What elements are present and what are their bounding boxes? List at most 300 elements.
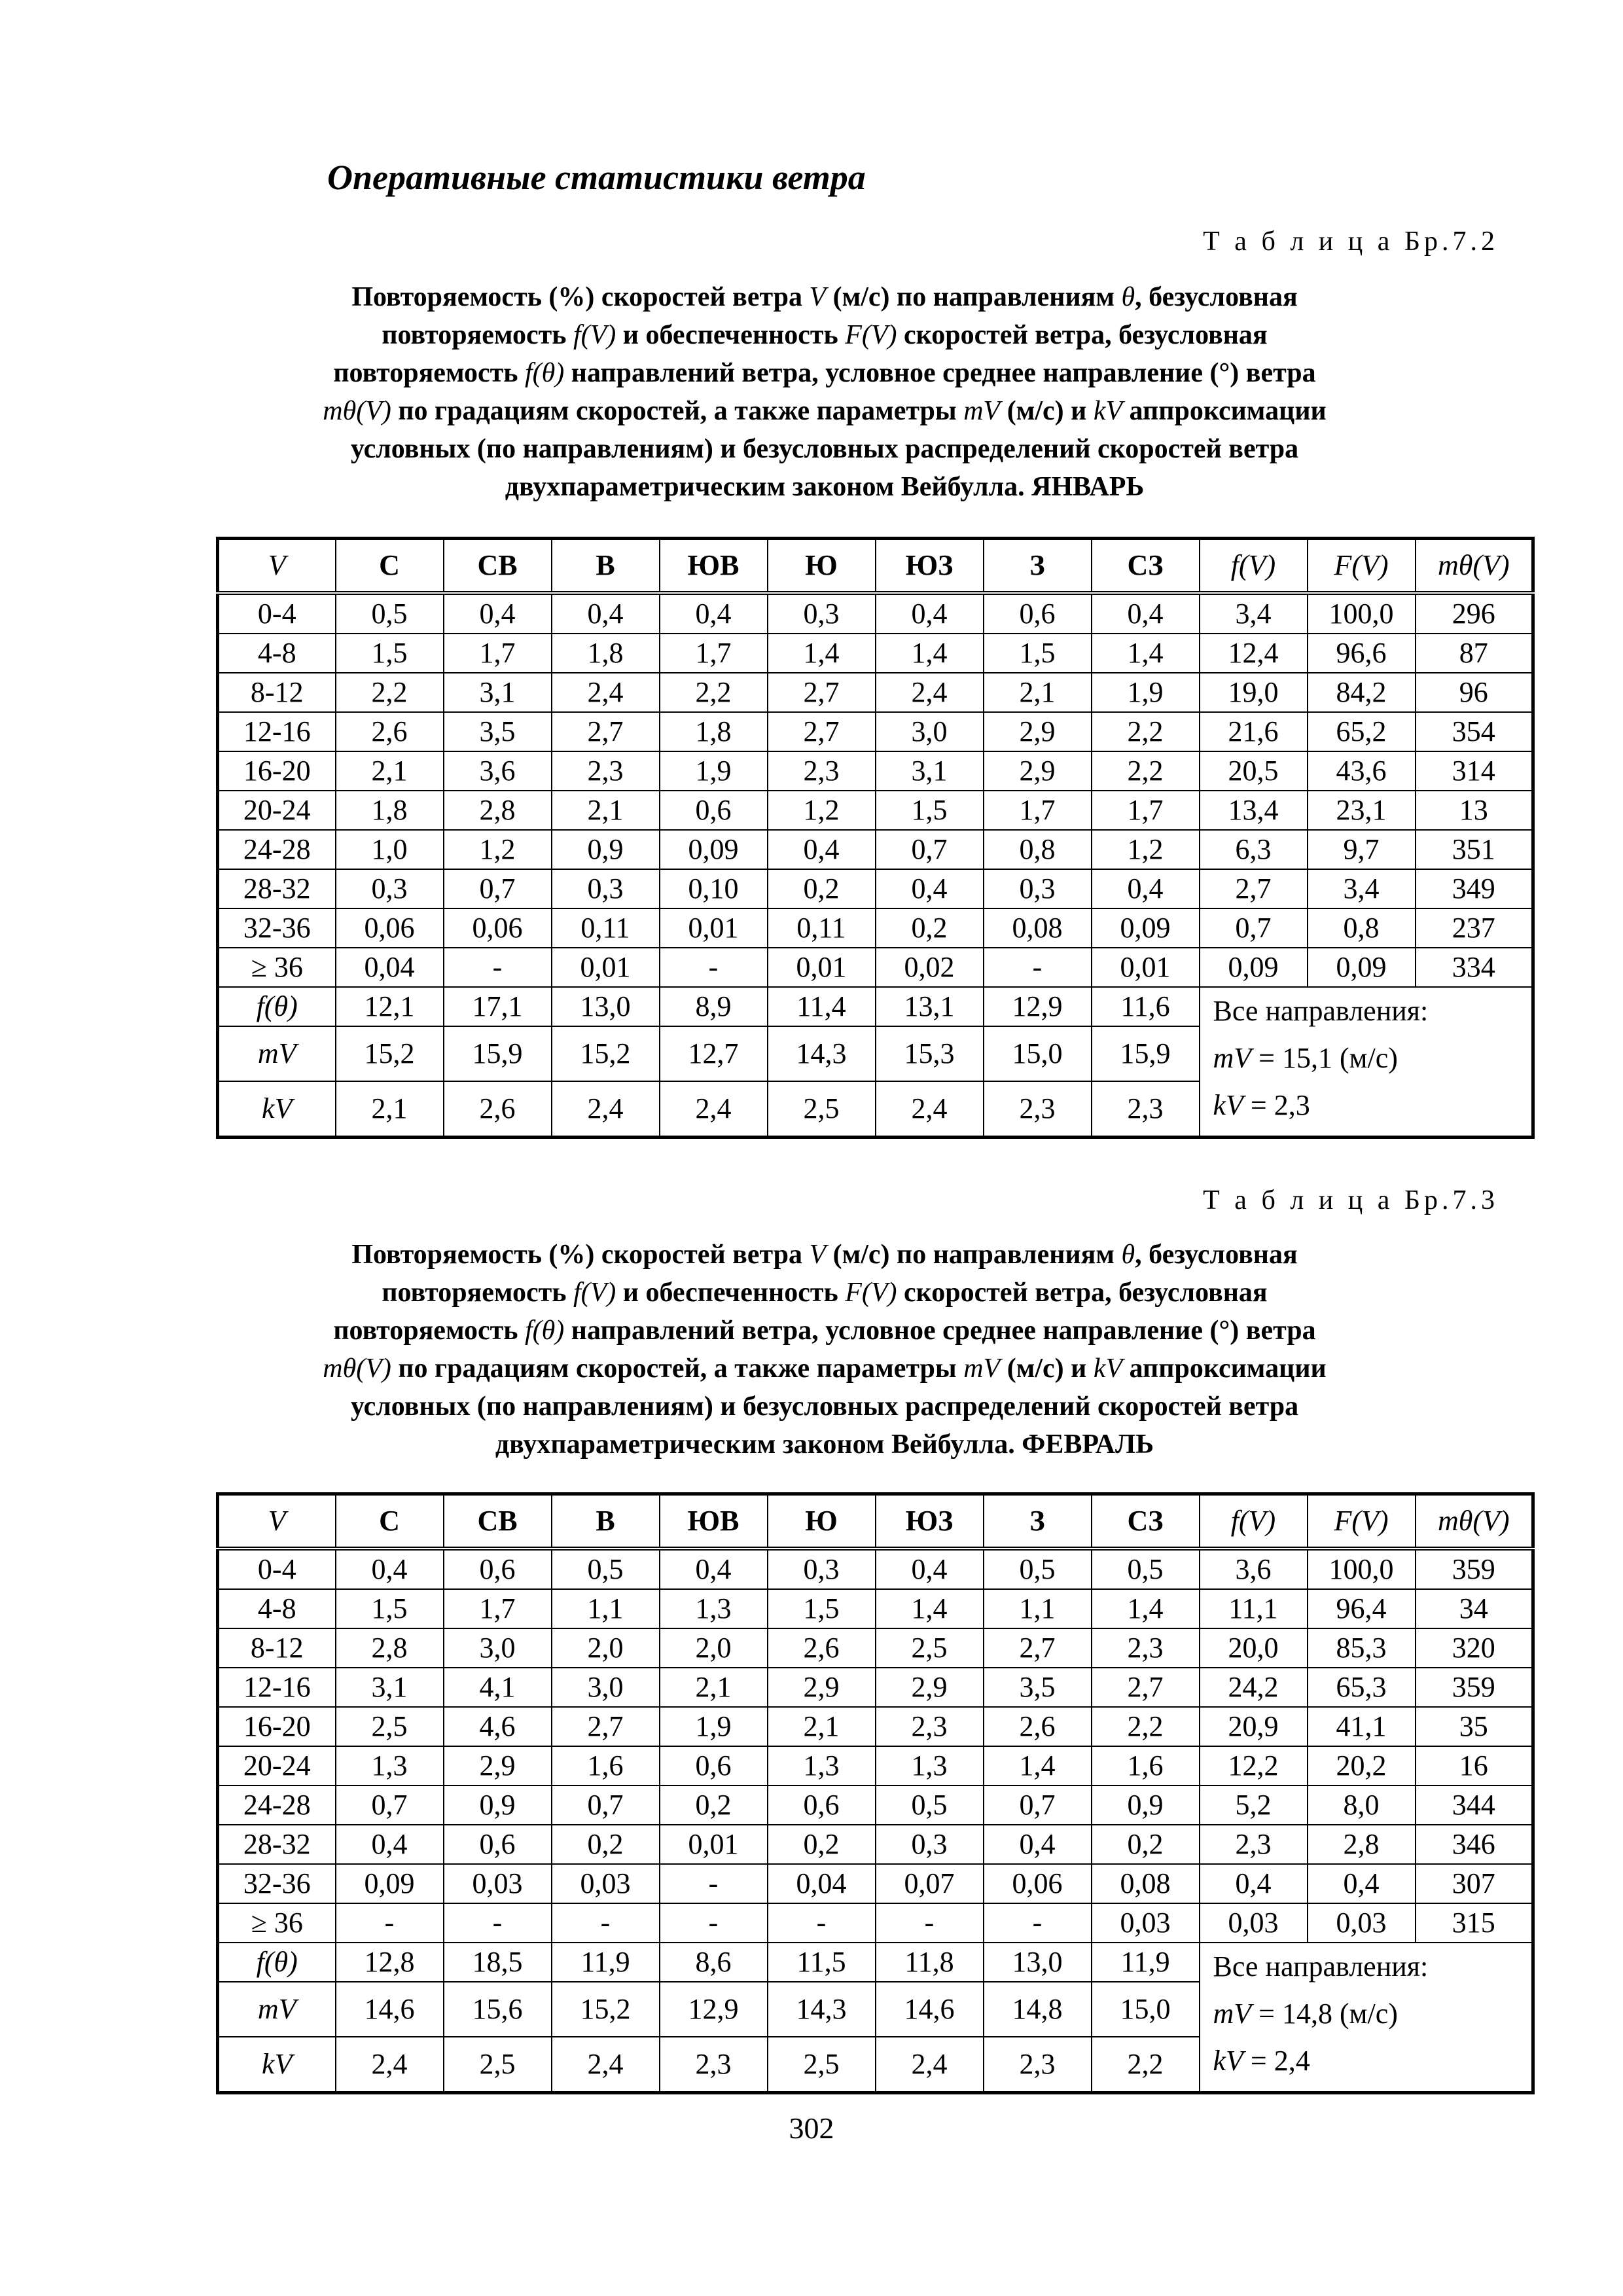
value-cell: 1,1 bbox=[984, 1589, 1092, 1628]
value-cell: 20,5 bbox=[1200, 751, 1308, 791]
value-cell: 1,4 bbox=[768, 634, 876, 673]
value-cell: 334 bbox=[1416, 948, 1533, 987]
table-row bbox=[218, 673, 1533, 712]
value-cell: 11,1 bbox=[1200, 1589, 1308, 1628]
value-cell: 0,11 bbox=[768, 908, 876, 948]
value-cell: 2,7 bbox=[768, 673, 876, 712]
value-cell: 0,7 bbox=[336, 1785, 444, 1825]
value-cell: 349 bbox=[1416, 869, 1533, 908]
all-directions-kv: kV = 2,3 bbox=[1213, 1089, 1310, 1121]
value-cell: 0,02 bbox=[876, 948, 984, 987]
speed-range-cell: 12-16 bbox=[218, 712, 336, 751]
parameter-label: kV bbox=[218, 1081, 336, 1138]
parameter-value: 11,9 bbox=[552, 1943, 660, 1982]
value-cell: 65,3 bbox=[1308, 1668, 1416, 1707]
value-cell: 0,03 bbox=[552, 1864, 660, 1903]
value-cell: 0,8 bbox=[984, 830, 1092, 869]
column-header: СВ bbox=[444, 1494, 552, 1549]
speed-range-cell: 0-4 bbox=[218, 1549, 336, 1589]
table-label: Т а б л и ц а Бр.7.3 bbox=[1203, 1185, 1499, 1215]
parameter-value: 8,9 bbox=[660, 987, 768, 1026]
value-cell: 1,4 bbox=[984, 1746, 1092, 1785]
value-cell: 0,6 bbox=[660, 791, 768, 830]
value-cell: 0,06 bbox=[984, 1864, 1092, 1903]
value-cell: 0,09 bbox=[336, 1864, 444, 1903]
value-cell: 3,6 bbox=[444, 751, 552, 791]
value-cell: 2,6 bbox=[768, 1628, 876, 1668]
value-cell: 13 bbox=[1416, 791, 1533, 830]
value-cell: 5,2 bbox=[1200, 1785, 1308, 1825]
table-row bbox=[218, 869, 1533, 908]
parameter-value: 2,4 bbox=[876, 1081, 984, 1138]
value-cell: 2,5 bbox=[336, 1707, 444, 1746]
value-cell: 0,5 bbox=[552, 1549, 660, 1589]
value-cell: 2,2 bbox=[1092, 1707, 1200, 1746]
value-cell: 0,3 bbox=[336, 869, 444, 908]
value-cell: 0,7 bbox=[1200, 908, 1308, 948]
value-cell: 2,8 bbox=[1308, 1825, 1416, 1864]
value-cell: 1,9 bbox=[660, 1707, 768, 1746]
value-cell: 2,7 bbox=[1092, 1668, 1200, 1707]
value-cell: 0,6 bbox=[984, 593, 1092, 634]
parameter-value: 2,5 bbox=[768, 2037, 876, 2093]
parameter-value: 13,1 bbox=[876, 987, 984, 1026]
column-header: С bbox=[336, 1494, 444, 1549]
parameter-value: 18,5 bbox=[444, 1943, 552, 1982]
value-cell: 1,7 bbox=[444, 1589, 552, 1628]
parameter-value: 11,8 bbox=[876, 1943, 984, 1982]
value-cell: 0,2 bbox=[1092, 1825, 1200, 1864]
column-header: f(V) bbox=[1200, 1494, 1308, 1549]
parameter-value: 8,6 bbox=[660, 1943, 768, 1982]
table-row bbox=[218, 1668, 1533, 1707]
value-cell: 0,4 bbox=[660, 1549, 768, 1589]
value-cell: 0,4 bbox=[984, 1825, 1092, 1864]
value-cell: 13,4 bbox=[1200, 791, 1308, 830]
value-cell: 0,6 bbox=[444, 1825, 552, 1864]
parameter-value: 15,0 bbox=[1092, 1982, 1200, 2037]
value-cell: 1,4 bbox=[1092, 634, 1200, 673]
speed-range-cell: 28-32 bbox=[218, 1825, 336, 1864]
value-cell: 0,3 bbox=[984, 869, 1092, 908]
parameter-value: 2,6 bbox=[444, 1081, 552, 1138]
value-cell: 0,09 bbox=[660, 830, 768, 869]
table-caption: Повторяемость (%) скоростей ветра V (м/с) по направлениям θ, безусловная повторяемость f(V) и обеспеченность F(V) скоростей ветра, безусловная повторяемость f(θ) направлений ветра, условное среднее направление (°) ветра mθ(V) по градациям скоростей, а также параметры mV (м/с) и kV аппроксимации условных (по направлениям) и безусловных распределений скоростей ветра двухпараметрическим законом Вейбулла. ФЕВРАЛЬ bbox=[323, 1240, 1327, 1460]
value-cell: 2,8 bbox=[336, 1628, 444, 1668]
speed-range-cell: 32-36 bbox=[218, 1864, 336, 1903]
column-header: З bbox=[984, 1494, 1092, 1549]
value-cell: 359 bbox=[1416, 1549, 1533, 1589]
header-row bbox=[218, 1494, 1533, 1549]
value-cell: 100,0 bbox=[1308, 1549, 1416, 1589]
value-cell: 0,09 bbox=[1092, 908, 1200, 948]
parameter-value: 2,2 bbox=[1092, 2037, 1200, 2093]
parameter-value: 12,9 bbox=[660, 1982, 768, 2037]
value-cell: 12,4 bbox=[1200, 634, 1308, 673]
table-row bbox=[218, 1589, 1533, 1628]
parameter-value: 17,1 bbox=[444, 987, 552, 1026]
value-cell: 0,3 bbox=[768, 1549, 876, 1589]
value-cell: 2,7 bbox=[984, 1628, 1092, 1668]
value-cell: 24,2 bbox=[1200, 1668, 1308, 1707]
parameter-value: 15,2 bbox=[552, 1982, 660, 2037]
value-cell: 1,7 bbox=[444, 634, 552, 673]
value-cell: 1,8 bbox=[660, 712, 768, 751]
value-cell: 1,7 bbox=[1092, 791, 1200, 830]
value-cell: 0,4 bbox=[1308, 1864, 1416, 1903]
value-cell: 1,9 bbox=[1092, 673, 1200, 712]
table-row bbox=[218, 1628, 1533, 1668]
value-cell: - bbox=[768, 1903, 876, 1943]
value-cell: 0,7 bbox=[984, 1785, 1092, 1825]
value-cell: 23,1 bbox=[1308, 791, 1416, 830]
value-cell: 2,6 bbox=[984, 1707, 1092, 1746]
value-cell: 1,7 bbox=[660, 634, 768, 673]
value-cell: 359 bbox=[1416, 1668, 1533, 1707]
column-header: ЮВ bbox=[660, 539, 768, 594]
value-cell: 1,9 bbox=[660, 751, 768, 791]
value-cell: 35 bbox=[1416, 1707, 1533, 1746]
value-cell: 0,09 bbox=[1308, 948, 1416, 987]
value-cell: 2,9 bbox=[876, 1668, 984, 1707]
value-cell: 3,1 bbox=[444, 673, 552, 712]
column-header: V bbox=[218, 539, 336, 594]
value-cell: 0,6 bbox=[660, 1746, 768, 1785]
value-cell: 96 bbox=[1416, 673, 1533, 712]
speed-range-cell: ≥ 36 bbox=[218, 1903, 336, 1943]
parameter-value: 12,8 bbox=[336, 1943, 444, 1982]
value-cell: 2,7 bbox=[1200, 869, 1308, 908]
value-cell: 2,1 bbox=[660, 1668, 768, 1707]
value-cell: 6,3 bbox=[1200, 830, 1308, 869]
value-cell: 1,3 bbox=[336, 1746, 444, 1785]
table-row bbox=[218, 1707, 1533, 1746]
value-cell: 0,7 bbox=[876, 830, 984, 869]
value-cell: 0,5 bbox=[984, 1549, 1092, 1589]
value-cell: 96,4 bbox=[1308, 1589, 1416, 1628]
speed-range-cell: 0-4 bbox=[218, 593, 336, 634]
value-cell: 3,6 bbox=[1200, 1549, 1308, 1589]
value-cell: 2,9 bbox=[984, 751, 1092, 791]
table-label: Т а б л и ц а Бр.7.2 bbox=[1203, 226, 1499, 257]
parameter-row bbox=[218, 1943, 1533, 1982]
value-cell: 2,3 bbox=[552, 751, 660, 791]
parameter-value: 2,5 bbox=[444, 2037, 552, 2093]
column-header: ЮЗ bbox=[876, 1494, 984, 1549]
value-cell: 1,0 bbox=[336, 830, 444, 869]
value-cell: - bbox=[984, 1903, 1092, 1943]
parameter-label: kV bbox=[218, 2037, 336, 2093]
value-cell: 0,03 bbox=[1200, 1903, 1308, 1943]
value-cell: 0,03 bbox=[1092, 1903, 1200, 1943]
speed-range-cell: 8-12 bbox=[218, 1628, 336, 1668]
table-row bbox=[218, 1746, 1533, 1785]
column-header: В bbox=[552, 1494, 660, 1549]
value-cell: 237 bbox=[1416, 908, 1533, 948]
value-cell: 0,01 bbox=[768, 948, 876, 987]
parameter-value: 12,1 bbox=[336, 987, 444, 1026]
value-cell: 41,1 bbox=[1308, 1707, 1416, 1746]
value-cell: 1,5 bbox=[336, 634, 444, 673]
value-cell: 19,0 bbox=[1200, 673, 1308, 712]
value-cell: 1,5 bbox=[768, 1589, 876, 1628]
speed-range-cell: 4-8 bbox=[218, 1589, 336, 1628]
value-cell: 1,5 bbox=[876, 791, 984, 830]
speed-range-cell: 20-24 bbox=[218, 791, 336, 830]
parameter-value: 2,3 bbox=[984, 2037, 1092, 2093]
value-cell: 315 bbox=[1416, 1903, 1533, 1943]
parameter-value: 12,9 bbox=[984, 987, 1092, 1026]
column-header: mθ(V) bbox=[1416, 539, 1533, 594]
value-cell: 1,7 bbox=[984, 791, 1092, 830]
column-header: ЮВ bbox=[660, 1494, 768, 1549]
column-header: F(V) bbox=[1308, 1494, 1416, 1549]
table-row bbox=[218, 634, 1533, 673]
value-cell: 2,2 bbox=[660, 673, 768, 712]
value-cell: 0,9 bbox=[552, 830, 660, 869]
section-title: Оперативные статистики ветра bbox=[327, 158, 866, 197]
value-cell: 2,4 bbox=[552, 673, 660, 712]
value-cell: 2,2 bbox=[336, 673, 444, 712]
value-cell: 2,7 bbox=[768, 712, 876, 751]
value-cell: 0,03 bbox=[444, 1864, 552, 1903]
value-cell: 0,4 bbox=[876, 869, 984, 908]
value-cell: 3,0 bbox=[444, 1628, 552, 1668]
value-cell: 2,1 bbox=[984, 673, 1092, 712]
value-cell: 1,4 bbox=[876, 1589, 984, 1628]
value-cell: 100,0 bbox=[1308, 593, 1416, 634]
parameter-value: 11,6 bbox=[1092, 987, 1200, 1026]
parameter-value: 14,3 bbox=[768, 1982, 876, 2037]
value-cell: 2,2 bbox=[1092, 712, 1200, 751]
value-cell: 1,4 bbox=[876, 634, 984, 673]
value-cell: 0,7 bbox=[552, 1785, 660, 1825]
value-cell: 0,3 bbox=[876, 1825, 984, 1864]
column-header: Ю bbox=[768, 1494, 876, 1549]
value-cell: 320 bbox=[1416, 1628, 1533, 1668]
value-cell: 0,06 bbox=[444, 908, 552, 948]
value-cell: 1,3 bbox=[768, 1746, 876, 1785]
wind-table-january bbox=[216, 537, 1535, 1139]
parameter-value: 2,3 bbox=[660, 2037, 768, 2093]
speed-range-cell: 24-28 bbox=[218, 1785, 336, 1825]
value-cell: 344 bbox=[1416, 1785, 1533, 1825]
column-header: ЮЗ bbox=[876, 539, 984, 594]
value-cell: 0,4 bbox=[876, 1549, 984, 1589]
value-cell: 0,4 bbox=[660, 593, 768, 634]
value-cell: 296 bbox=[1416, 593, 1533, 634]
all-directions-title: Все направления: bbox=[1213, 995, 1429, 1027]
table-row bbox=[218, 1549, 1533, 1589]
value-cell: 0,11 bbox=[552, 908, 660, 948]
parameter-label: f(θ) bbox=[218, 1943, 336, 1982]
value-cell: 0,01 bbox=[660, 908, 768, 948]
parameter-value: 2,4 bbox=[876, 2037, 984, 2093]
column-header: F(V) bbox=[1308, 539, 1416, 594]
value-cell: 34 bbox=[1416, 1589, 1533, 1628]
value-cell: - bbox=[660, 1903, 768, 1943]
value-cell: 0,4 bbox=[768, 830, 876, 869]
value-cell: 0,2 bbox=[552, 1825, 660, 1864]
parameter-value: 15,3 bbox=[876, 1026, 984, 1081]
column-header: Ю bbox=[768, 539, 876, 594]
value-cell: 1,2 bbox=[1092, 830, 1200, 869]
value-cell: 1,5 bbox=[984, 634, 1092, 673]
value-cell: 2,3 bbox=[1092, 1628, 1200, 1668]
parameter-label: mV bbox=[218, 1982, 336, 2037]
column-header: mθ(V) bbox=[1416, 1494, 1533, 1549]
value-cell: 20,9 bbox=[1200, 1707, 1308, 1746]
value-cell: 0,5 bbox=[336, 593, 444, 634]
value-cell: 0,01 bbox=[1092, 948, 1200, 987]
value-cell: 2,9 bbox=[984, 712, 1092, 751]
value-cell: 2,2 bbox=[1092, 751, 1200, 791]
value-cell: 0,01 bbox=[660, 1825, 768, 1864]
parameter-value: 14,3 bbox=[768, 1026, 876, 1081]
speed-range-cell: 28-32 bbox=[218, 869, 336, 908]
value-cell: - bbox=[552, 1903, 660, 1943]
parameter-value: 2,1 bbox=[336, 1081, 444, 1138]
value-cell: 1,8 bbox=[552, 634, 660, 673]
value-cell: 87 bbox=[1416, 634, 1533, 673]
value-cell: 16 bbox=[1416, 1746, 1533, 1785]
parameter-value: 11,9 bbox=[1092, 1943, 1200, 1982]
parameter-value: 2,5 bbox=[768, 1081, 876, 1138]
value-cell: 2,7 bbox=[552, 712, 660, 751]
value-cell: 351 bbox=[1416, 830, 1533, 869]
value-cell: 1,8 bbox=[336, 791, 444, 830]
value-cell: - bbox=[876, 1903, 984, 1943]
value-cell: 0,4 bbox=[444, 593, 552, 634]
speed-range-cell: ≥ 36 bbox=[218, 948, 336, 987]
speed-range-cell: 12-16 bbox=[218, 1668, 336, 1707]
value-cell: 1,3 bbox=[660, 1589, 768, 1628]
value-cell: 1,1 bbox=[552, 1589, 660, 1628]
parameter-value: 2,4 bbox=[660, 1081, 768, 1138]
parameter-value: 12,7 bbox=[660, 1026, 768, 1081]
value-cell: 2,3 bbox=[1200, 1825, 1308, 1864]
value-cell: 0,07 bbox=[876, 1864, 984, 1903]
speed-range-cell: 4-8 bbox=[218, 634, 336, 673]
header-row bbox=[218, 539, 1533, 594]
speed-range-cell: 8-12 bbox=[218, 673, 336, 712]
table-caption: Повторяемость (%) скоростей ветра V (м/с) по направлениям θ, безусловная повторяемость f(V) и обеспеченность F(V) скоростей ветра, безусловная повторяемость f(θ) направлений ветра, условное среднее направление (°) ветра mθ(V) по градациям скоростей, а также параметры mV (м/с) и kV аппроксимации условных (по направлениям) и безусловных распределений скоростей ветра двухпараметрическим законом Вейбулла. ЯНВАРЬ bbox=[323, 282, 1327, 502]
parameter-label: f(θ) bbox=[218, 987, 336, 1026]
value-cell: 314 bbox=[1416, 751, 1533, 791]
value-cell: 0,9 bbox=[444, 1785, 552, 1825]
value-cell: - bbox=[660, 948, 768, 987]
value-cell: 0,4 bbox=[1092, 869, 1200, 908]
parameter-row bbox=[218, 987, 1533, 1026]
all-directions-mv: mV = 15,1 (м/с) bbox=[1213, 1042, 1398, 1074]
all-directions-title: Все направления: bbox=[1213, 1950, 1429, 1982]
value-cell: 0,04 bbox=[768, 1864, 876, 1903]
value-cell: 0,2 bbox=[876, 908, 984, 948]
parameter-value: 13,0 bbox=[552, 987, 660, 1026]
value-cell: 21,6 bbox=[1200, 712, 1308, 751]
column-header: СВ bbox=[444, 539, 552, 594]
parameter-value: 13,0 bbox=[984, 1943, 1092, 1982]
value-cell: 0,7 bbox=[444, 869, 552, 908]
parameter-value: 2,4 bbox=[552, 2037, 660, 2093]
parameter-label: mV bbox=[218, 1026, 336, 1081]
value-cell: 1,4 bbox=[1092, 1589, 1200, 1628]
value-cell: 3,5 bbox=[984, 1668, 1092, 1707]
value-cell: 2,0 bbox=[552, 1628, 660, 1668]
parameter-value: 11,4 bbox=[768, 987, 876, 1026]
value-cell: 0,9 bbox=[1092, 1785, 1200, 1825]
value-cell: 1,2 bbox=[444, 830, 552, 869]
value-cell: 20,2 bbox=[1308, 1746, 1416, 1785]
parameter-value: 2,4 bbox=[552, 1081, 660, 1138]
value-cell: 0,5 bbox=[1092, 1549, 1200, 1589]
value-cell: 96,6 bbox=[1308, 634, 1416, 673]
value-cell: 0,6 bbox=[444, 1549, 552, 1589]
column-header: З bbox=[984, 539, 1092, 594]
value-cell: 2,8 bbox=[444, 791, 552, 830]
value-cell: 0,04 bbox=[336, 948, 444, 987]
value-cell: 2,5 bbox=[876, 1628, 984, 1668]
value-cell: 2,9 bbox=[768, 1668, 876, 1707]
value-cell: 65,2 bbox=[1308, 712, 1416, 751]
value-cell: 0,5 bbox=[876, 1785, 984, 1825]
value-cell: - bbox=[984, 948, 1092, 987]
column-header: С bbox=[336, 539, 444, 594]
value-cell: 0,2 bbox=[768, 1825, 876, 1864]
value-cell: 3,4 bbox=[1308, 869, 1416, 908]
table-row bbox=[218, 712, 1533, 751]
table-row bbox=[218, 830, 1533, 869]
value-cell: 0,01 bbox=[552, 948, 660, 987]
parameter-value: 15,2 bbox=[336, 1026, 444, 1081]
value-cell: 43,6 bbox=[1308, 751, 1416, 791]
value-cell: 1,3 bbox=[876, 1746, 984, 1785]
speed-range-cell: 16-20 bbox=[218, 1707, 336, 1746]
value-cell: - bbox=[336, 1903, 444, 1943]
parameter-value: 15,9 bbox=[444, 1026, 552, 1081]
value-cell: 0,08 bbox=[1092, 1864, 1200, 1903]
value-cell: 2,1 bbox=[552, 791, 660, 830]
parameter-value: 2,3 bbox=[1092, 1081, 1200, 1138]
value-cell: 1,5 bbox=[336, 1589, 444, 1628]
value-cell: 0,4 bbox=[1200, 1864, 1308, 1903]
value-cell: 0,8 bbox=[1308, 908, 1416, 948]
speed-range-cell: 24-28 bbox=[218, 830, 336, 869]
parameter-value: 14,6 bbox=[336, 1982, 444, 2037]
value-cell: 0,10 bbox=[660, 869, 768, 908]
parameter-value: 11,5 bbox=[768, 1943, 876, 1982]
value-cell: 2,1 bbox=[336, 751, 444, 791]
parameter-value: 14,8 bbox=[984, 1982, 1092, 2037]
value-cell: 12,2 bbox=[1200, 1746, 1308, 1785]
column-header: f(V) bbox=[1200, 539, 1308, 594]
value-cell: 2,0 bbox=[660, 1628, 768, 1668]
table-row bbox=[218, 791, 1533, 830]
value-cell: 2,9 bbox=[444, 1746, 552, 1785]
value-cell: 0,2 bbox=[768, 869, 876, 908]
value-cell: 307 bbox=[1416, 1864, 1533, 1903]
parameter-value: 15,2 bbox=[552, 1026, 660, 1081]
value-cell: 0,6 bbox=[768, 1785, 876, 1825]
value-cell: 0,2 bbox=[660, 1785, 768, 1825]
table-row bbox=[218, 751, 1533, 791]
value-cell: 2,3 bbox=[768, 751, 876, 791]
column-header: В bbox=[552, 539, 660, 594]
value-cell: 0,3 bbox=[552, 869, 660, 908]
value-cell: 2,6 bbox=[336, 712, 444, 751]
table-row bbox=[218, 1903, 1533, 1943]
value-cell: 4,6 bbox=[444, 1707, 552, 1746]
